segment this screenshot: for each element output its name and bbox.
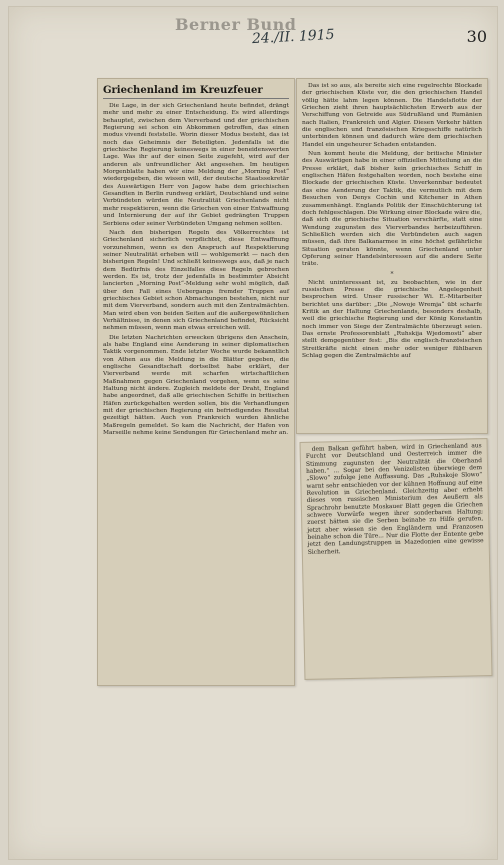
right-bottom-column-text <box>306 443 484 557</box>
paragraph: Nach den bisherigen Regeln des Völkerrechtes ist Griechenland sicherlich verpflichtet, diese Entwaffnung vorzunehmen, wenn es den Anspruch auf Respektierung seiner Neutralität erheben will — wohlgemerkt — nach den bisherigen Regeln! Und schließt keineswegs aus, daß je nach dem Bedürfnis des Einzelfalles diese Regeln gebrochen werden. Es ist, trotz der jedenfalls in bestimmter Absicht lancierten „Morning Post“-Meldung sehr wohl möglich, daß über den Fall eines Uebergangs fremder Truppen auf griechisches Gebiet schon Abmachungen bestehen, nicht nur mit dem Vierverband, sondern auch mit den Zentralmächten. Man wird eben von beiden Seiten auf die außergewöhnlichen Verhältnisse, in denen sich Griechenland befindet, Rücksicht nehmen müssen, wenn man etwas erreichen will. <box>103 229 289 332</box>
page-number: 30 <box>466 27 487 46</box>
paragraph: Nicht uninteressant ist, zu beobachten, wie in der russischen Presse die griechische Angelegenheit besprochen wird. Unser russischer Wi. E.-Mitarbeiter berichtet uns darüber: „Die „Nowoje Wremja“ übt scharfe Kritik an der Haltung Griechenlands, besonders deshalb, weil die griechische Regierung und der König Konstantin noch immer von Siege der Zentralmächte überzeugt seien. Das ernste Professorenblatt „Ruhskija Wjedomosti“ aber stellt demgegenüber fest: „Bis die englisch-französischen Streitkräfte nicht einen mehr oder weniger fühlbaren Schlag gegen die Zentralmächte auf <box>302 279 482 360</box>
right-top-column-text <box>302 83 482 360</box>
section-separator: * <box>390 270 394 278</box>
article-headline: Griechenland im Kreuzfeuer <box>103 85 289 99</box>
paragraph: Das ist so aus, als bereite sich eine regelrechte Blockade der griechischen Küste vor, die den griechischen Handel völlig hätte lahm legen können. Die Handelsflotte der Griechen zieht ihren hauptsächlichsten Erwerb aus der Verschiffung von Getreide aus Südrußland und Rumänien nach Italien, Frankreich und Algier. Diesen Verkehr hätten die englischen und französischen Kriegsschiffe natürlich unterbinden können und dadurch wäre dem griechischen Handel ein ungeheurer Schaden entstanden. <box>302 83 482 148</box>
paragraph: Nun kommt heute die Meldung, der britische Minister des Auswärtigen habe in einer offiziellen Mitteilung an die Presse erklärt, daß bisher kein griechisches Schiff in englischen Häfen festgehalten worden, noch bestehe eine Blockade der griechischen Küste. Unverkennbar bedeutet das eine Aenderung der Taktik, die vermutlich mit dem Besuchen von Denys Cochin und Kitchener in Athen zusammenhängt. Englands Politik der Einschüchterung ist doch fehlgeschlagen. Die Wirkung einer Blockade wäre die, daß sich die griechische Situation verschärfte, statt eine Wendung zugunsten des Vierverbandes herbeizuführen. Schließlich werden sich die Verbündeten auch sagen müssen, daß ihre Balkanarmee in eine höchst gefährliche Situation geraten könnte, wenn Griechenland unter Opferung seiner Handelsinteressen auf die andere Seite träte. <box>302 151 482 268</box>
newspaper-stamp: Berner Bund <box>175 15 297 34</box>
handwritten-date: 24./II. 1915 <box>251 26 335 48</box>
clipping-right-top-column <box>296 78 488 434</box>
clipping-left-column <box>97 78 295 686</box>
paragraph: Die letzten Nachrichten erwecken übrigens den Anschein, als habe England eine Aenderung in seiner diplomatischen Taktik vorgenommen. Ende letzter Woche wurde bekanntlich von Athen aus die Meldung in die Blätter gegeben, die englische Gesandtschaft dortselbst habe erklärt, der Vierverband werde mit scharfen wirtschaftlichen Maßnahmen gegen Griechenland vorgehen, wenn es seine Haltung nicht ändere. Zugleich meldete der Draht, England habe angeordnet, daß alle griechischen Schiffe in britischen Häfen zurückgehalten werden sollen, bis die Verhandlungen mit der griechischen Regierung ein befriedigendes Resultat gezeitigt hätten. Auch von Frankreich wurden ähnliche Maßregeln gemeldet. So kam die Nachricht, der Hafen von Marseille nehme keine Sendungen für Griechenland mehr an. <box>103 334 289 437</box>
clipping-right-bottom-column <box>300 438 493 680</box>
paragraph: Die Lage, in der sich Griechenland heute befindet, drängt mehr und mehr zu einer Entscheidung. Es wird allerdings behauptet, zwischen dem Vierverband und der griechischen Regierung sei schon ein Abkommen getroffen, das einen modus vivendi feststelle. Worin dieser Modus besteht, das ist noch das Geheimnis der Beteiligten. Jedenfalls ist die griechische Regierung keineswegs in einer beneidenswerten Lage. Was ihr auf der einen Seite zugefeht, wird auf der anderen als unfreundlicher Akt angesehen. Im heutigen Morgenblatte haben wir eine Meldung der „Morning Post“ wiedergegeben, die wissen will, der deutsche Staatssekretär des Auswärtigen Herr von Jagow habe dem griechischen Gesandten in Berlin rundweg erklärt, Deutschland und seine Verbündeten würden die Neutralität Griechenlands nicht mehr respektieren, wenn die Griechen von einer Entwaffnung und Internierung der auf ihr Gebiet gedrängten Truppen Serbiens oder seiner Verbündeten Umgang nehmen sollten. <box>103 103 289 227</box>
left-column-text <box>103 103 289 437</box>
paragraph: dem Balkan geführt haben, wird in Griechenland aus Furcht vor Deutschland und Oesterreich immer die Stimmung zugunsten der Neutralität die Oberhand haben.“ ... Sogar bei den Venizelisten überwiege dem „Slowo“ zufolge jene Auffassung. Das „Ruhskoje Slowo“ warnt sehr entschieden vor der kühnen Hoffnung auf eine Revolution in Griechenland. Gleichzeitig aber erhebt dieses von russischen Ministerium des Aeußern als Sprachrohr benutzte Moskauer Blatt gegen die Griechen schwere Vorwürfe wegen ihrer sonderbaren Haltung; zuerst hätten sie die Serben beinahe zu Hilfe gerufen, jetzt aber wiesen sie den Engländern und Franzosen beinahe schon die Türe... Nur die Flotte der Entente gebe jetzt den Landungstruppen in Mazedonien eine gewisse Sicherheit. <box>305 443 484 556</box>
